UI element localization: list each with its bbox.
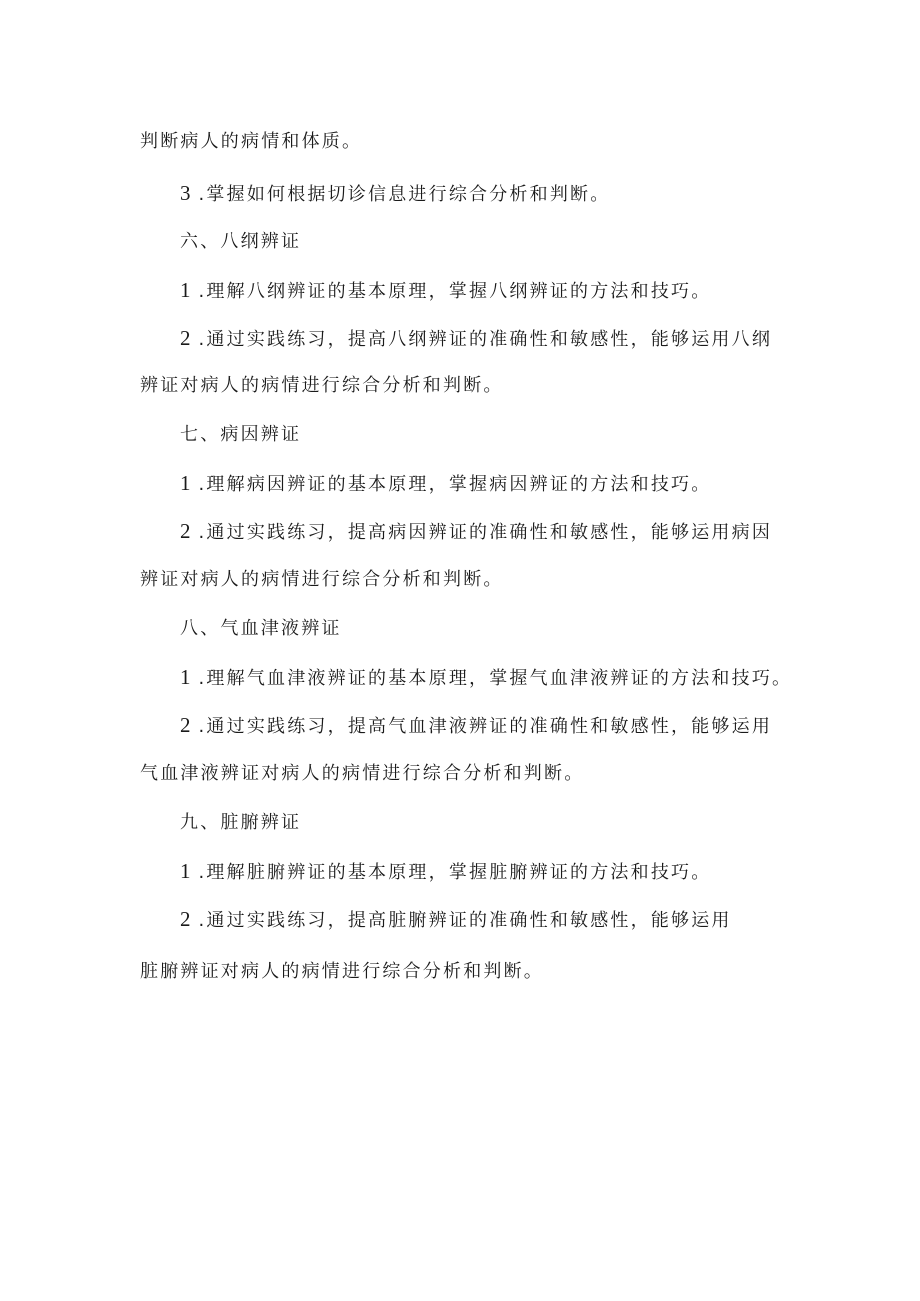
section-heading: [180, 811, 301, 835]
line-text: .通过实践练习，提高病因辨证的准确性和敏感性，能够运用病因: [198, 522, 773, 543]
list-item: [180, 519, 772, 545]
line-text: 辨证对病人的病情进行综合分析和判断。: [140, 375, 504, 396]
section-heading: [180, 230, 301, 254]
item-number: 1: [180, 859, 191, 883]
list-item: [180, 181, 610, 207]
line-text: .理解病因辨证的基本原理，掌握病因辨证的方法和技巧。: [198, 474, 712, 495]
line-text: 判断病人的病情和体质。: [140, 131, 363, 152]
line-text: .通过实践练习，提高脏腑辨证的准确性和敏感性，能够运用: [198, 910, 732, 931]
line-text: 辨证对病人的病情进行综合分析和判断。: [140, 569, 504, 590]
paragraph-continuation: [140, 130, 362, 154]
heading-text: 九、脏腑辨证: [180, 812, 302, 833]
line-text: .理解八纲辨证的基本原理，掌握八纲辨证的方法和技巧。: [198, 281, 712, 302]
line-text: .理解气血津液辨证的基本原理，掌握气血津液辨证的方法和技巧。: [198, 668, 793, 689]
paragraph-continuation: [140, 568, 504, 592]
item-number: 2: [180, 907, 191, 931]
line-text: 脏腑辨证对病人的病情进行综合分析和判断。: [140, 961, 544, 982]
line-text: .掌握如何根据切诊信息进行综合分析和判断。: [198, 184, 611, 205]
list-item: [180, 326, 772, 352]
line-text: .理解脏腑辨证的基本原理，掌握脏腑辨证的方法和技巧。: [198, 862, 712, 883]
item-number: 2: [180, 326, 191, 350]
list-item: [180, 471, 711, 497]
heading-text: 六、八纲辨证: [180, 231, 302, 252]
line-text: .通过实践练习，提高八纲辨证的准确性和敏感性，能够运用八纲: [198, 329, 773, 350]
paragraph-continuation: [140, 960, 544, 984]
heading-text: 八、气血津液辨证: [180, 618, 342, 639]
list-item: [180, 278, 711, 304]
item-number: 2: [180, 519, 191, 543]
section-heading: [180, 617, 342, 641]
list-item: [180, 907, 732, 933]
item-number: 2: [180, 713, 191, 737]
list-item: [180, 713, 772, 739]
item-number: 1: [180, 278, 191, 302]
item-number: 1: [180, 665, 191, 689]
paragraph-continuation: [140, 762, 584, 786]
heading-text: 七、病因辨证: [180, 424, 302, 445]
section-heading: [180, 423, 301, 447]
line-text: .通过实践练习，提高气血津液辨证的准确性和敏感性，能够运用: [198, 716, 773, 737]
list-item: [180, 859, 711, 885]
line-text: 气血津液辨证对病人的病情进行综合分析和判断。: [140, 763, 585, 784]
paragraph-continuation: [140, 374, 504, 398]
item-number: 3: [180, 181, 191, 205]
item-number: 1: [180, 471, 191, 495]
list-item: [180, 665, 792, 691]
